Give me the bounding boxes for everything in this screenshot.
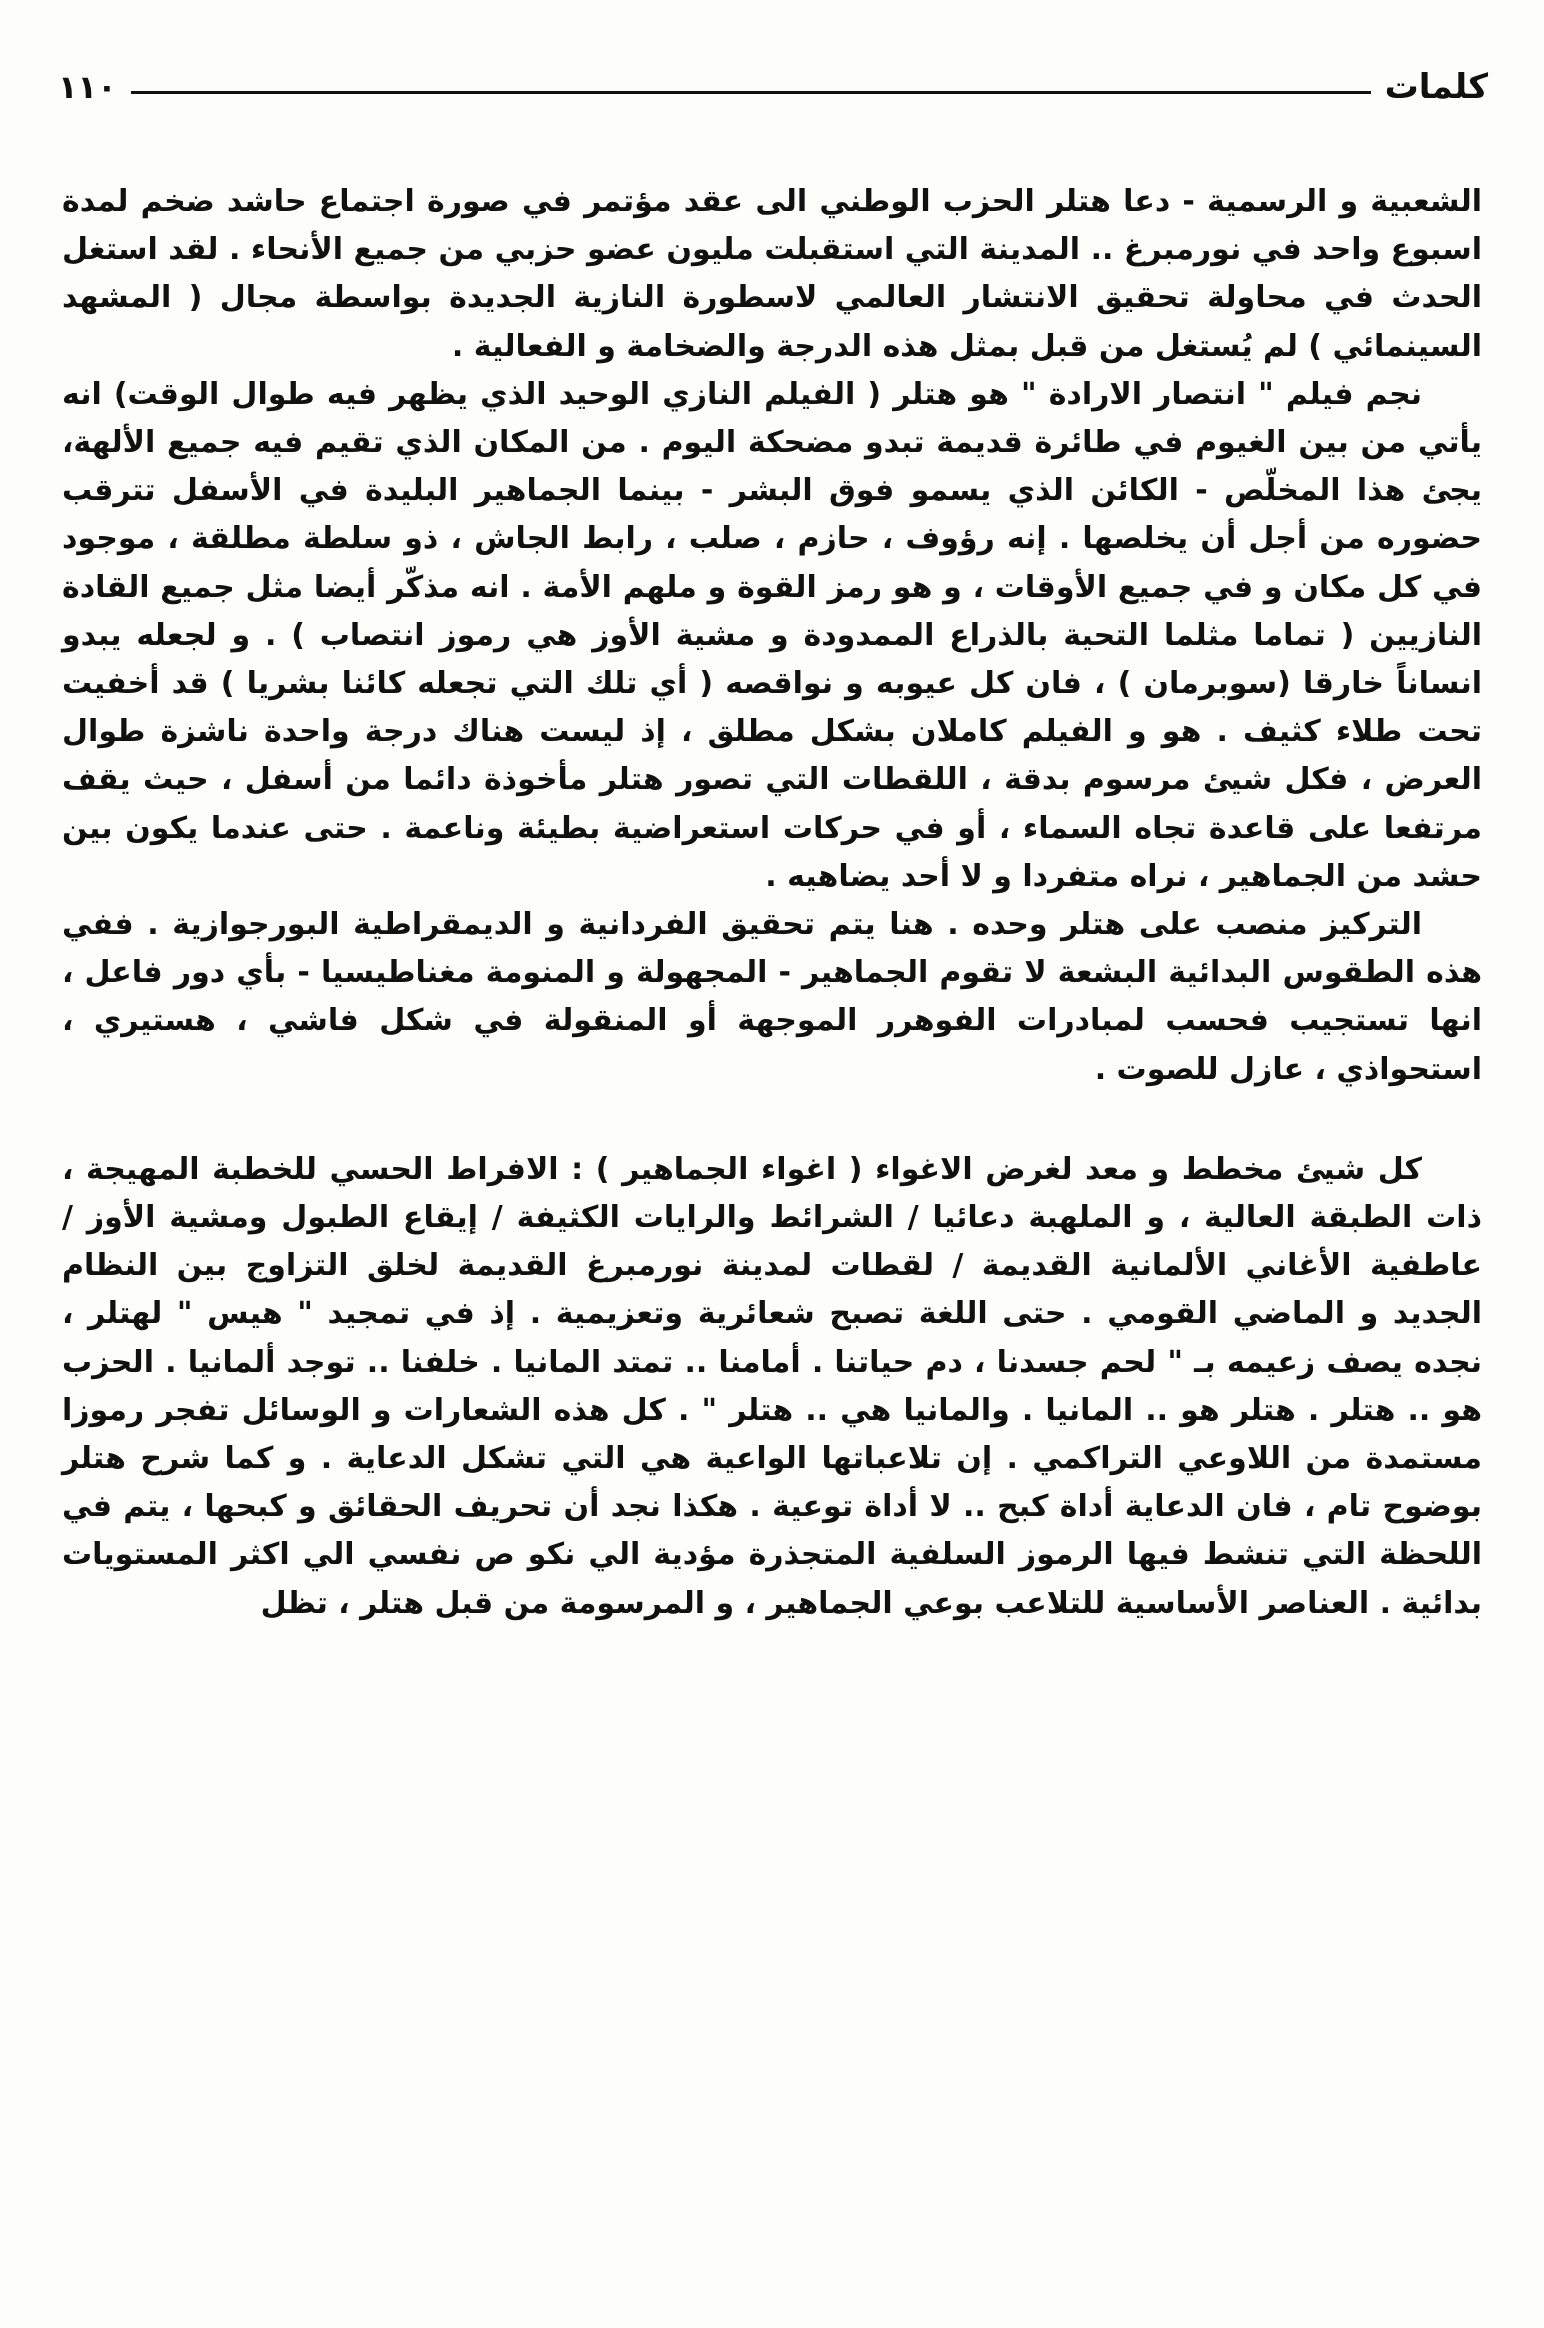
paragraph-3: التركيز منصب على هتلر وحده . هنا يتم تحقيق الفردانية و الديمقراطية البورجوازية . ففي هذه الطقوس البدائية البشعة لا تقوم الجماهير - المجهولة و المنومة مغناطيسيا - بأي دور فاعل ، انها تستجيب فحسب لمبادرات الفوهرر الموجهة أو المنقولة في شكل فاشي ، هستيري ، استحواذي ، عازل للصوت .: [62, 907, 1482, 1087]
paragraph-4: كل شيئ مخطط و معد لغرض الاغواء ( اغواء الجماهير ) : الافراط الحسي للخطبة المهيجة ، ذات الطبقة العالية ، و الملهبة دعائيا / الشرائط والرايات الكثيفة / إيقاع الطبول ومشية الأوز / عاطفية الأغاني الألمانية القديمة / لقطات لمدينة نورمبرغ القديمة لخلق التزاوج بين النظام الجديد و الماضي القومي . حتى اللغة تصبح شعائرية وتعزيمية . إذ في تمجيد " هيس " لهتلر ، نجده يصف زعيمه بـ " لحم جسدنا ، دم حياتنا . أمامنا .. تمتد المانيا . خلفنا .. توجد ألمانيا . الحزب هو .. هتلر . هتلر هو .. المانيا . والمانيا هي .. هتلر " . كل هذه الشعارات و الوسائل تفجر رموزا مستمدة من اللاوعي التراكمي . إن تلاعباتها الواعية هي التي تشكل الدعاية . و كما شرح هتلر بوضوح تام ، فان الدعاية أداة كبح .. لا أداة توعية . هكذا نجد أن تحريف الحقائق و كبحها ، يتم في اللحظة التي تنشط فيها الرموز السلفية المتجذرة مؤدية الي نكو ص نفسي الي اكثر المستويات بدائية . العناصر الأساسية للتلاعب بوعي الجماهير ، و المرسومة من قبل هتلر ، تظل: [62, 1151, 1482, 1621]
page-number: ١١٠: [58, 68, 117, 106]
paragraph-2: نجم فيلم " انتصار الارادة " هو هتلر ( الفيلم النازي الوحيد الذي يظهر فيه طوال الوقت) انه يأتي من بين الغيوم في طائرة قديمة تبدو مضحكة اليوم . من المكان الذي تقيم فيه جميع الألهة، يجئ هذا المخلّص - الكائن الذي يسمو فوق البشر - بينما الجماهير البليدة في الأسفل تترقب حضوره من أجل أن يخلصها . إنه رؤوف ، حازم ، صلب ، رابط الجاش ، ذو سلطة مطلقة ، موجود في كل مكان و في جميع الأوقات ، و هو رمز القوة و ملهم الأمة . انه مذكّر أيضا مثل جميع القادة النازيين ( تماما مثلما التحية بالذراع الممدودة و مشية الأوز هي رموز انتصاب ) . و لجعله يبدو انساناً خارقا (سوبرمان ) ، فان كل عيوبه و نواقصه ( أي تلك التي تجعله كائنا بشريا ) قد أخفيت تحت طلاء كثيف . هو و الفيلم كاملان بشكل مطلق ، إذ ليست هناك درجة واحدة ناشزة طوال العرض ، فكل شيئ مرسوم بدقة ، اللقطات التي تصور هتلر مأخوذة دائما من أسفل ، حيث يقف مرتفعا على قاعدة تجاه السماء ، أو في حركات استعراضية بطيئة وناعمة . حتى عندما يكون بين حشد من الجماهير ، نراه متفردا و لا أحد يضاهيه .: [62, 376, 1482, 894]
running-title: كلمات: [1384, 67, 1488, 107]
running-head: [58, 62, 1488, 112]
body-text: [62, 178, 1482, 1628]
paragraph-1: الشعبية و الرسمية - دعا هتلر الحزب الوطني الى عقد مؤتمر في صورة اجتماع حاشد ضخم لمدة اسبوع واحد في نورمبرغ .. المدينة التي استقبلت مليون عضو حزبي من جميع الأنحاء . لقد استغل الحدث في محاولة تحقيق الانتشار العالمي لاسطورة النازية الجديدة بواسطة مجال ( المشهد السينمائي ) لم يُستغل من قبل بمثل هذه الدرجة والضخامة و الفعالية .: [62, 184, 1482, 364]
header-rule: [131, 91, 1371, 94]
